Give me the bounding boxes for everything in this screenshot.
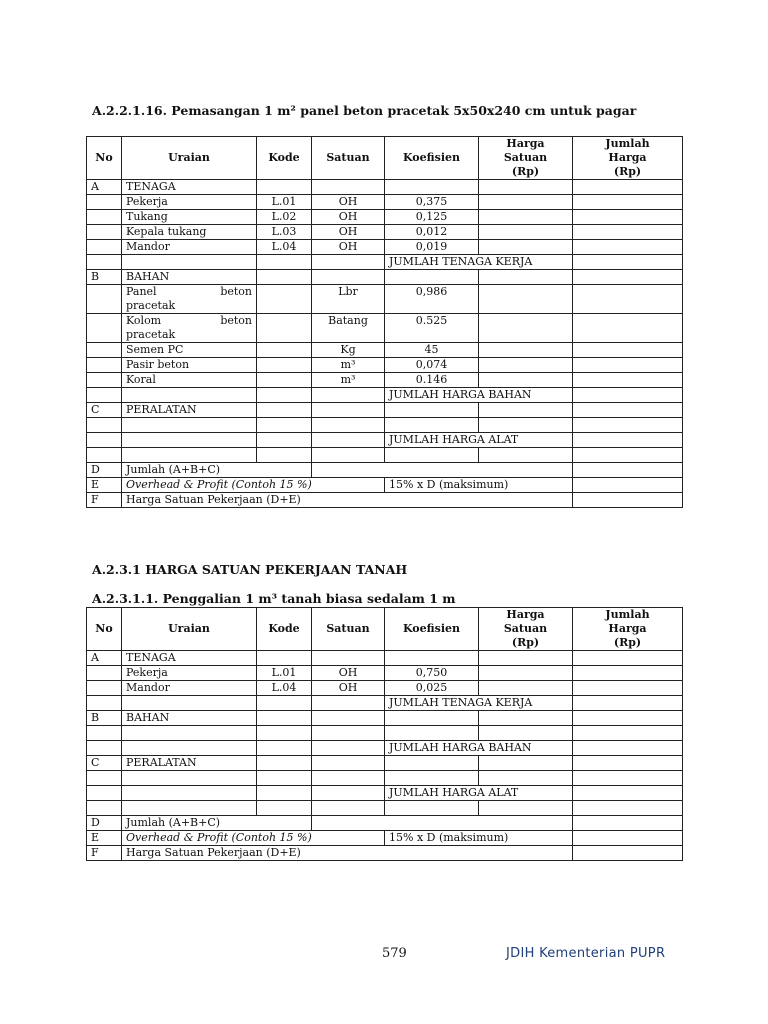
koefisien-cell: 0,986	[385, 285, 479, 314]
final-label: Harga Satuan Pekerjaan (D+E)	[122, 493, 573, 508]
section-title-panel-beton: A.2.2.1.16. Pemasangan 1 m² panel beton pracetak 5x50x240 cm untuk pagar	[92, 103, 637, 118]
row-letter: C	[87, 403, 122, 418]
subtotal-label: JUMLAH TENAGA KERJA	[385, 255, 573, 270]
satuan-cell: m³	[312, 358, 385, 373]
table-row	[87, 756, 683, 771]
table-row	[87, 846, 683, 861]
ahsp-table-panel-beton	[86, 136, 683, 508]
group-label: PERALATAN	[122, 756, 257, 771]
row-letter: F	[87, 846, 122, 861]
uraian-cell: Tukang	[122, 210, 257, 225]
uraian-cell: Panel beton pracetak	[122, 285, 257, 314]
uraian-cell: Semen PC	[122, 343, 257, 358]
table-row	[87, 696, 683, 711]
table-row	[87, 180, 683, 195]
group-label: TENAGA	[122, 180, 257, 195]
col-header-satuan: Satuan	[312, 137, 385, 180]
koefisien-cell: 0,025	[385, 681, 479, 696]
table-header-row	[87, 608, 683, 651]
overhead-label: Overhead & Profit (Contoh 15 %)	[122, 478, 385, 493]
satuan-cell: OH	[312, 225, 385, 240]
koefisien-cell: 0,375	[385, 195, 479, 210]
col-header-jumlah-harga: Jumlah Harga (Rp)	[573, 608, 683, 651]
col-header-no: No	[87, 608, 122, 651]
col-header-jumlah-harga: Jumlah Harga (Rp)	[573, 137, 683, 180]
table-row	[87, 225, 683, 240]
overhead-value: 15% x D (maksimum)	[385, 831, 573, 846]
kode-cell: L.04	[257, 240, 312, 255]
col-header-koefisien: Koefisien	[385, 137, 479, 180]
table-row	[87, 285, 683, 314]
subtotal-label: JUMLAH HARGA BAHAN	[385, 388, 573, 403]
row-letter: B	[87, 270, 122, 285]
row-letter: D	[87, 816, 122, 831]
table-row	[87, 711, 683, 726]
table-row	[87, 388, 683, 403]
uraian-cell: Mandor	[122, 681, 257, 696]
satuan-cell: OH	[312, 240, 385, 255]
kode-cell: L.04	[257, 681, 312, 696]
uraian-cell: Pekerja	[122, 195, 257, 210]
table-row	[87, 255, 683, 270]
col-header-uraian: Uraian	[122, 137, 257, 180]
col-header-satuan: Satuan	[312, 608, 385, 651]
row-letter: E	[87, 831, 122, 846]
ahsp-table-penggalian	[86, 607, 683, 861]
col-header-harga-satuan: Harga Satuan (Rp)	[479, 608, 573, 651]
table-row	[87, 771, 683, 786]
satuan-cell: OH	[312, 681, 385, 696]
section-subtitle-penggalian: A.2.3.1.1. Penggalian 1 m³ tanah biasa sedalam 1 m	[92, 591, 456, 606]
table-row	[87, 816, 683, 831]
row-letter: A	[87, 180, 122, 195]
group-label: TENAGA	[122, 651, 257, 666]
col-header-uraian: Uraian	[122, 608, 257, 651]
final-label: Harga Satuan Pekerjaan (D+E)	[122, 846, 573, 861]
table-row	[87, 433, 683, 448]
row-letter: A	[87, 651, 122, 666]
row-letter: D	[87, 463, 122, 478]
table-row	[87, 358, 683, 373]
col-header-kode: Kode	[257, 608, 312, 651]
row-letter: B	[87, 711, 122, 726]
table-row	[87, 448, 683, 463]
uraian-cell: Kepala tukang	[122, 225, 257, 240]
kode-cell: L.01	[257, 666, 312, 681]
group-label: BAHAN	[122, 270, 257, 285]
kode-cell: L.03	[257, 225, 312, 240]
subtotal-label: JUMLAH TENAGA KERJA	[385, 696, 573, 711]
col-header-no: No	[87, 137, 122, 180]
koefisien-cell: 0,019	[385, 240, 479, 255]
kode-cell: L.02	[257, 210, 312, 225]
table-row	[87, 240, 683, 255]
subtotal-label: JUMLAH HARGA ALAT	[385, 433, 573, 448]
col-header-harga-satuan: Harga Satuan (Rp)	[479, 137, 573, 180]
koefisien-cell: 45	[385, 343, 479, 358]
footer-source: JDIH Kementerian PUPR	[506, 946, 666, 961]
koefisien-cell: 0.525	[385, 314, 479, 343]
satuan-cell: OH	[312, 210, 385, 225]
subtotal-label: JUMLAH HARGA ALAT	[385, 786, 573, 801]
kode-cell: L.01	[257, 195, 312, 210]
table-header-row	[87, 137, 683, 180]
uraian-cell: Mandor	[122, 240, 257, 255]
satuan-cell: Kg	[312, 343, 385, 358]
uraian-cell: Kolom beton pracetak	[122, 314, 257, 343]
overhead-value: 15% x D (maksimum)	[385, 478, 573, 493]
koefisien-cell: 0.146	[385, 373, 479, 388]
table-row	[87, 463, 683, 478]
table-row	[87, 270, 683, 285]
total-label: Jumlah (A+B+C)	[122, 463, 312, 478]
total-label: Jumlah (A+B+C)	[122, 816, 312, 831]
group-label: PERALATAN	[122, 403, 257, 418]
table-row	[87, 651, 683, 666]
table-row	[87, 741, 683, 756]
table-row	[87, 493, 683, 508]
koefisien-cell: 0,750	[385, 666, 479, 681]
satuan-cell: Lbr	[312, 285, 385, 314]
row-letter: F	[87, 493, 122, 508]
section-title-pekerjaan-tanah: A.2.3.1 HARGA SATUAN PEKERJAAN TANAH	[92, 562, 408, 577]
subtotal-label: JUMLAH HARGA BAHAN	[385, 741, 573, 756]
overhead-label: Overhead & Profit (Contoh 15 %)	[122, 831, 385, 846]
satuan-cell: Batang	[312, 314, 385, 343]
table-row	[87, 666, 683, 681]
uraian-cell: Koral	[122, 373, 257, 388]
table-row	[87, 314, 683, 343]
table-row	[87, 195, 683, 210]
uraian-cell: Pekerja	[122, 666, 257, 681]
row-letter: C	[87, 756, 122, 771]
page-number: 579	[382, 946, 407, 961]
koefisien-cell: 0,125	[385, 210, 479, 225]
col-header-kode: Kode	[257, 137, 312, 180]
uraian-cell: Pasir beton	[122, 358, 257, 373]
table-row	[87, 726, 683, 741]
group-label: BAHAN	[122, 711, 257, 726]
table-row	[87, 801, 683, 816]
table-row	[87, 418, 683, 433]
table-row	[87, 373, 683, 388]
table-row	[87, 403, 683, 418]
col-header-koefisien: Koefisien	[385, 608, 479, 651]
table-row	[87, 681, 683, 696]
satuan-cell: OH	[312, 195, 385, 210]
row-letter: E	[87, 478, 122, 493]
table-row	[87, 786, 683, 801]
koefisien-cell: 0,074	[385, 358, 479, 373]
koefisien-cell: 0,012	[385, 225, 479, 240]
table-row	[87, 478, 683, 493]
satuan-cell: m³	[312, 373, 385, 388]
table-row	[87, 831, 683, 846]
table-row	[87, 210, 683, 225]
satuan-cell: OH	[312, 666, 385, 681]
table-row	[87, 343, 683, 358]
